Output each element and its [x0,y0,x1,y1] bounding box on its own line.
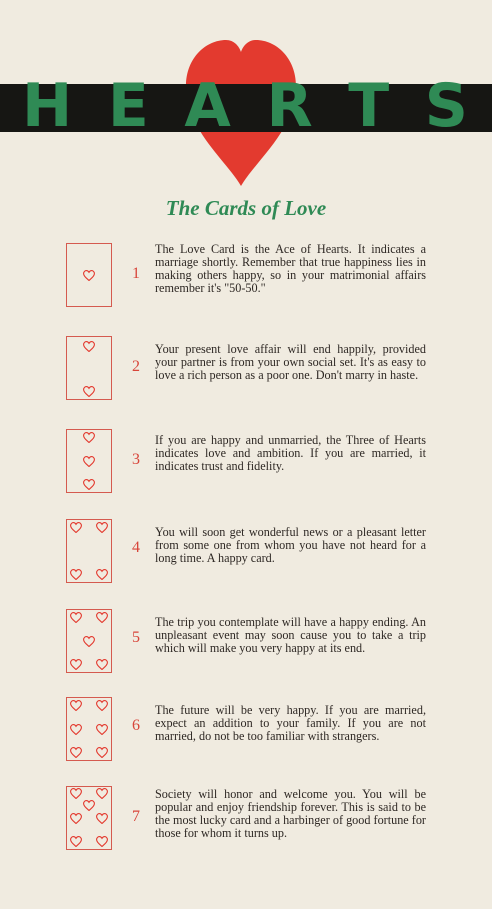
title-letter: R [266,71,313,141]
heart-pip-icon [70,569,82,580]
card-description: The trip you contemplate will have a happy ending. An unpleasant event may soon cause you to take a trip which will make you very happy at its end. [155,615,426,655]
heart-pip-icon [70,700,82,711]
card-number: 4 [132,539,140,556]
heart-pip-icon [70,724,82,735]
heart-pip-icon [96,659,108,670]
card-number: 5 [132,629,140,646]
heart-pip-icon [70,788,82,799]
card-description: Society will honor and welcome you. You will be popular and enjoy friendship forever. This is said to be the most lucky card and a harbinger of good fortune for those for whom it turns up. [155,787,426,840]
heart-pip-icon [96,813,108,824]
heart-pip-icon [83,800,95,811]
card-description: You will soon get wonderful news or a pleasant letter from some one from whom you have not heard for a long time. A happy card. [155,525,426,565]
heart-pip-icon [96,569,108,580]
heart-pip-icon [96,612,108,623]
heart-pip-icon [83,386,95,397]
heart-pip-icon [70,813,82,824]
card-four-of-hearts [66,519,112,583]
heart-pip-icon [70,522,82,533]
heart-pip-icon [83,456,95,467]
heart-pip-icon [96,700,108,711]
heart-pip-icon [96,788,108,799]
heart-pip-icon [96,836,108,847]
card-row-6 [0,697,492,777]
card-row-1 [0,243,492,323]
card-row-7 [0,786,492,866]
card-description: Your present love affair will end happily, provided your partner is from your own social set. It's as easy to love a rich person as a poor one. Don't marry in haste. [155,342,426,382]
card-number: 7 [132,808,140,825]
card-row-4 [0,519,492,599]
heart-pip-icon [83,270,95,281]
title-letter: T [348,71,390,141]
title-letter: A [184,71,231,141]
card-five-of-hearts [66,609,112,673]
card-description: If you are happy and unmarried, the Three of Hearts indicates love and ambition. If you are married, it indicates trust and fidelity. [155,433,426,473]
card-three-of-hearts [66,429,112,493]
title-letter: S [424,71,468,141]
heart-pip-icon [83,636,95,647]
heart-pip-icon [70,836,82,847]
card-number: 2 [132,358,140,375]
card-two-of-hearts [66,336,112,400]
card-row-2 [0,336,492,416]
heart-pip-icon [96,724,108,735]
card-description: The Love Card is the Ace of Hearts. It indicates a marriage shortly. Remember that true happiness lies in making others happy, so in your matrimonial affairs remember it's "50-50." [155,242,426,295]
card-number: 3 [132,451,140,468]
card-ace-of-hearts [66,243,112,307]
heart-pip-icon [83,341,95,352]
card-six-of-hearts [66,697,112,761]
card-row-5 [0,609,492,689]
title-letter: H [22,71,73,141]
title-letter: E [107,71,149,141]
heart-pip-icon [83,479,95,490]
heart-pip-icon [70,659,82,670]
heart-pip-icon [70,612,82,623]
card-number: 1 [132,265,140,282]
page-title [0,71,492,141]
card-number: 6 [132,717,140,734]
subtitle: The Cards of Love [165,196,327,220]
heart-pip-icon [96,522,108,533]
heart-pip-icon [70,747,82,758]
card-description: The future will be very happy. If you are married, expect an addition to your family. If you are not married, do not be too familiar with strangers. [155,703,426,743]
heart-pip-icon [83,432,95,443]
card-seven-of-hearts [66,786,112,850]
heart-pip-icon [96,747,108,758]
card-row-3 [0,429,492,509]
